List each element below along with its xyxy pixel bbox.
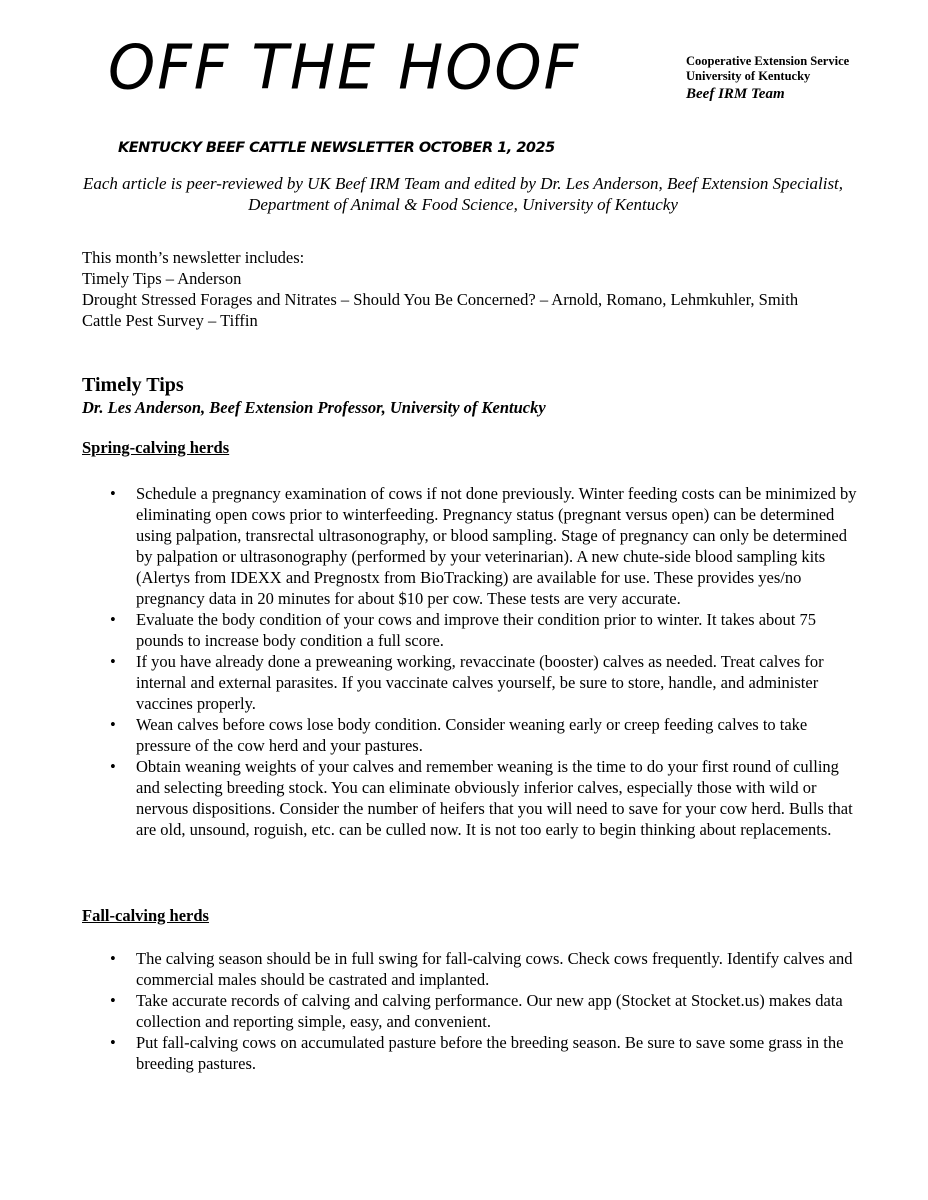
bullet-icon: • (110, 991, 116, 1010)
bullet-icon: • (110, 484, 116, 503)
spring-calving-heading: Spring-calving herds (82, 438, 230, 457)
fall-calving-heading: Fall-calving herds (82, 906, 209, 925)
article-byline: Dr. Les Anderson, Beef Extension Professor, University of Kentucky (82, 398, 546, 417)
list-item (82, 1032, 862, 1074)
peer-review-note: Each article is peer-reviewed by UK Beef IRM Team and edited by Dr. Les Anderson, Beef Extension Specialist, Department of Animal & Food Science, University of Kentucky (82, 174, 844, 214)
list-item (82, 756, 862, 840)
bullet-icon: • (110, 610, 116, 629)
bullet-icon: • (110, 949, 116, 968)
organization-block (686, 54, 849, 104)
tip-text: The calving season should be in full swing for fall-calving cows. Check cows frequently. Identify calves and commercial males should be castrated and implanted. (136, 949, 853, 989)
tip-text: Wean calves before cows lose body condition. Consider weaning early or creep feeding calves to take pressure of the cow herd and your pastures. (136, 715, 808, 755)
article-title: Timely Tips (82, 374, 184, 396)
list-item (82, 651, 862, 714)
tip-text: Obtain weaning weights of your calves and remember weaning is the time to do your first round of culling and selecting breeding stock. You can eliminate obviously inferior calves, especially those with wild or nervous dispositions. Consider the number of heifers that you will need to save for your cow herd. Bulls that are old, unsound, roguish, etc. can be culled now. It is not too early to begin thinking about replacements. (136, 757, 853, 839)
tip-text: Schedule a pregnancy examination of cows if not done previously. Winter feeding costs can be minimized by eliminating open cows prior to winterfeeding. Pregnancy status (pregnant versus open) can be determined using palpation, transrectal ultrasonography, or blood sampling. Stage of pregnancy can only be determined by palpation or ultrasonography (performed by your veterinarian). A new chute-side blood sampling kits (Alertys from IDEXX and Pregnostx from BioTracking) are available for use. These provides yes/no pregnancy data in 20 minutes for about $10 per cow. These tests are very accurate. (136, 484, 857, 608)
tip-text: If you have already done a preweaning working, revaccinate (booster) calves as needed. Treat calves for internal and external parasites. If you vaccinate calves yourself, be sure to store, handle, and administer vaccines properly. (136, 652, 824, 713)
list-item (82, 948, 862, 990)
org-line-extension-service: Cooperative Extension Service (686, 54, 850, 68)
contents-item: Cattle Pest Survey – Tiffin (82, 311, 258, 330)
newsletter-subtitle: KENTUCKY BEEF CATTLE NEWSLETTER OCTOBER 1, 2025 (118, 140, 555, 156)
bullet-icon: • (110, 715, 116, 734)
list-item (82, 714, 862, 756)
contents-item: Timely Tips – Anderson (82, 269, 242, 288)
tip-text: Put fall-calving cows on accumulated pasture before the breeding season. Be sure to save some grass in the breeding pastures. (136, 1033, 844, 1073)
spring-calving-tips-list (82, 483, 862, 840)
tip-text: Take accurate records of calving and calving performance. Our new app (Stocket at Stocket.us) makes data collection and reporting simple, easy, and convenient. (136, 991, 843, 1031)
org-line-university: University of Kentucky (686, 69, 811, 83)
newsletter-masthead-title: OFF THE HOOF (108, 32, 581, 104)
list-item (82, 483, 862, 609)
contents-item: Drought Stressed Forages and Nitrates – Should You Be Concerned? – Arnold, Romano, Lehmkuhler, Smith (82, 290, 799, 309)
table-of-contents (82, 247, 902, 331)
org-line-team: Beef IRM Team (686, 86, 785, 102)
bullet-icon: • (110, 652, 116, 671)
fall-calving-tips-list (82, 948, 862, 1074)
list-item (82, 990, 862, 1032)
contents-intro: This month’s newsletter includes: (82, 248, 305, 267)
bullet-icon: • (110, 757, 116, 776)
list-item (82, 609, 862, 651)
bullet-icon: • (110, 1033, 116, 1052)
tip-text: Evaluate the body condition of your cows and improve their condition prior to winter. It takes about 75 pounds to increase body condition a full score. (136, 610, 817, 650)
